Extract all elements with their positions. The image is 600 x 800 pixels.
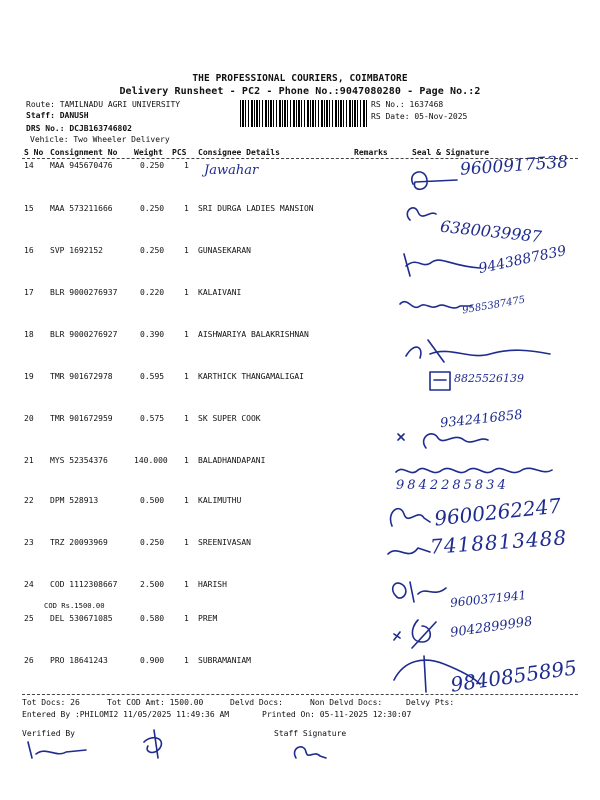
phone-row-19: 8825526139 [454, 372, 524, 385]
row-sno: 26 [24, 656, 34, 665]
delivered-docs: Delvd Docs: [230, 698, 283, 707]
row-sno: 23 [24, 538, 34, 547]
row-sno: 15 [24, 204, 34, 213]
total-docs: Tot Docs: 26 [22, 698, 80, 707]
row-weight: 0.500 [140, 496, 165, 505]
row-pcs: 1 [184, 288, 189, 297]
row-consignment: TRZ 20093969 [50, 538, 108, 547]
row-consignee: SK SUPER COOK [198, 414, 261, 423]
row-weight: 0.250 [140, 161, 165, 170]
row-weight: 0.220 [140, 288, 165, 297]
row-pcs: 1 [184, 372, 189, 381]
col-pcs: PCS [172, 148, 187, 157]
row-weight: 0.390 [140, 330, 165, 339]
row-weight: 0.595 [140, 372, 165, 381]
col-consignment: Consignment No [50, 148, 118, 157]
row-consignee: GUNASEKARAN [198, 246, 251, 255]
row-consignment: TMR 901672959 [50, 414, 113, 423]
staff: Staff: DANUSH [26, 111, 89, 120]
delivery-points: Delvy Pts: [406, 698, 455, 707]
row-consignee: SREENIVASAN [198, 538, 251, 547]
signature-row-22 [384, 500, 434, 534]
signature-row-14 [405, 162, 465, 202]
col-sno: S No [24, 148, 44, 157]
staff-signature-label: Staff Signature [274, 729, 347, 738]
row-weight: 0.250 [140, 246, 165, 255]
signature-row-24 [386, 574, 456, 608]
row-pcs: 1 [184, 656, 189, 665]
row-consignee: KALIMUTHU [198, 496, 242, 505]
col-seal-signature: Seal & Signature [412, 148, 490, 157]
signature-row-23 [384, 536, 434, 566]
phone-row-16: 9443887839 [477, 242, 568, 278]
drs-number: DRS No.: DCJB163746802 [26, 124, 132, 133]
entered-by: Entered By :PHILOMI2 11/05/2025 11:49:36 AM [22, 710, 230, 719]
col-remarks: Remarks [354, 148, 388, 157]
cod-note: COD Rs.1500.00 [44, 601, 105, 610]
row-consignee: SUBRAMANIAM [198, 656, 251, 665]
row-sno: 25 [24, 614, 34, 623]
row-weight: 140.000 [134, 456, 168, 465]
row-sno: 14 [24, 161, 34, 170]
phone-row-24: 9600371941 [449, 588, 527, 610]
runsheet-title: Delivery Runsheet - PC2 - Phone No.:9047080280 - Page No.:2 [119, 86, 481, 97]
row-pcs: 1 [184, 414, 189, 423]
row-pcs: 1 [184, 614, 189, 623]
row-consignment: DPM 528913 [50, 496, 99, 505]
row-consignment: BLR 9000276927 [50, 330, 118, 339]
phone-row-25: 9042899998 [449, 614, 534, 641]
row-sno: 21 [24, 456, 34, 465]
non-delivered-docs: Non Delvd Docs: [310, 698, 383, 707]
table-row [0, 204, 600, 224]
row-pcs: 1 [184, 496, 189, 505]
row-pcs: 1 [184, 161, 189, 170]
row-pcs: 1 [184, 456, 189, 465]
signature-row-25 [388, 612, 448, 652]
row-sno: 22 [24, 496, 34, 505]
staff-signature [290, 740, 330, 766]
signature-row-18 [400, 332, 560, 372]
row-pcs: 1 [184, 330, 189, 339]
seal-row-19 [426, 368, 456, 394]
row-consignee: AISHWARIYA BALAKRISHNAN [198, 330, 309, 339]
row-consignee: HARISH [198, 580, 227, 589]
printed-on: Printed On: 05-11-2025 12:30:07 [262, 710, 412, 719]
row-sno: 19 [24, 372, 34, 381]
phone-row-21: 9842285834 [396, 478, 509, 493]
col-weight: Weight [134, 148, 163, 157]
phone-row-22: 9600262247 [433, 493, 563, 531]
row-sno: 20 [24, 414, 34, 423]
phone-row-17: 9585387475 [461, 294, 527, 317]
row-consignee: BALADHANDAPANI [198, 456, 266, 465]
row-consignment: PRO 18641243 [50, 656, 108, 665]
col-consignee: Consignee Details [198, 148, 280, 157]
signature-row-16 [398, 248, 488, 282]
phone-row-20: 9342416858 [439, 407, 524, 432]
phone-row-26: 9840855895 [448, 655, 579, 697]
row-sno: 17 [24, 288, 34, 297]
row-pcs: 1 [184, 538, 189, 547]
row-weight: 0.580 [140, 614, 165, 623]
row-pcs: 1 [184, 246, 189, 255]
company-name: THE PROFESSIONAL COURIERS, COIMBATORE [192, 73, 408, 84]
row-consignment: MAA 573211666 [50, 204, 113, 213]
row-weight: 0.575 [140, 414, 165, 423]
row-consignment: MYS 52354376 [50, 456, 108, 465]
row-weight: 0.250 [140, 538, 165, 547]
row-pcs: 1 [184, 204, 189, 213]
row-consignment: DEL 530671085 [50, 614, 113, 623]
row-sno: 24 [24, 580, 34, 589]
verified-by-label: Verified By [22, 729, 75, 738]
row-consignment: BLR 9000276937 [50, 288, 118, 297]
row-consignee: SRI DURGA LADIES MANSION [198, 204, 314, 213]
verified-by-signature [22, 734, 92, 764]
signature-row-15 [400, 200, 440, 230]
rs-date: RS Date: 05-Nov-2025 [371, 112, 468, 121]
row-consignment: MAA 945670476 [50, 161, 113, 170]
row-consignment: SVP 1692152 [50, 246, 103, 255]
row-consignee: KALAIVANI [198, 288, 242, 297]
phone-row-15: 6380039987 [439, 216, 543, 247]
route: Route: TAMILNADU AGRI UNIVERSITY [26, 100, 181, 109]
row-sno: 16 [24, 246, 34, 255]
row-weight: 0.250 [140, 204, 165, 213]
vehicle: Vehicle: Two Wheeler Delivery [30, 135, 170, 144]
footer-divider [22, 694, 578, 695]
second-signature [136, 726, 176, 762]
row-consignment: TMR 901672978 [50, 372, 113, 381]
total-cod-amount: Tot COD Amt: 1500.00 [107, 698, 204, 707]
phone-row-23: 7418813488 [429, 525, 568, 559]
handwritten-consignee: Jawahar [204, 163, 259, 178]
row-sno: 18 [24, 330, 34, 339]
rs-number: RS No.: 1637468 [371, 100, 444, 109]
barcode [240, 100, 368, 127]
row-consignee: KARTHICK THANGAMALIGAI [198, 372, 304, 381]
row-consignee: PREM [198, 614, 218, 623]
row-pcs: 1 [184, 580, 189, 589]
phone-row-14: 9600917538 [459, 152, 569, 180]
row-consignment: COD 1112308667 [50, 580, 118, 589]
row-weight: 0.900 [140, 656, 165, 665]
row-weight: 2.500 [140, 580, 165, 589]
